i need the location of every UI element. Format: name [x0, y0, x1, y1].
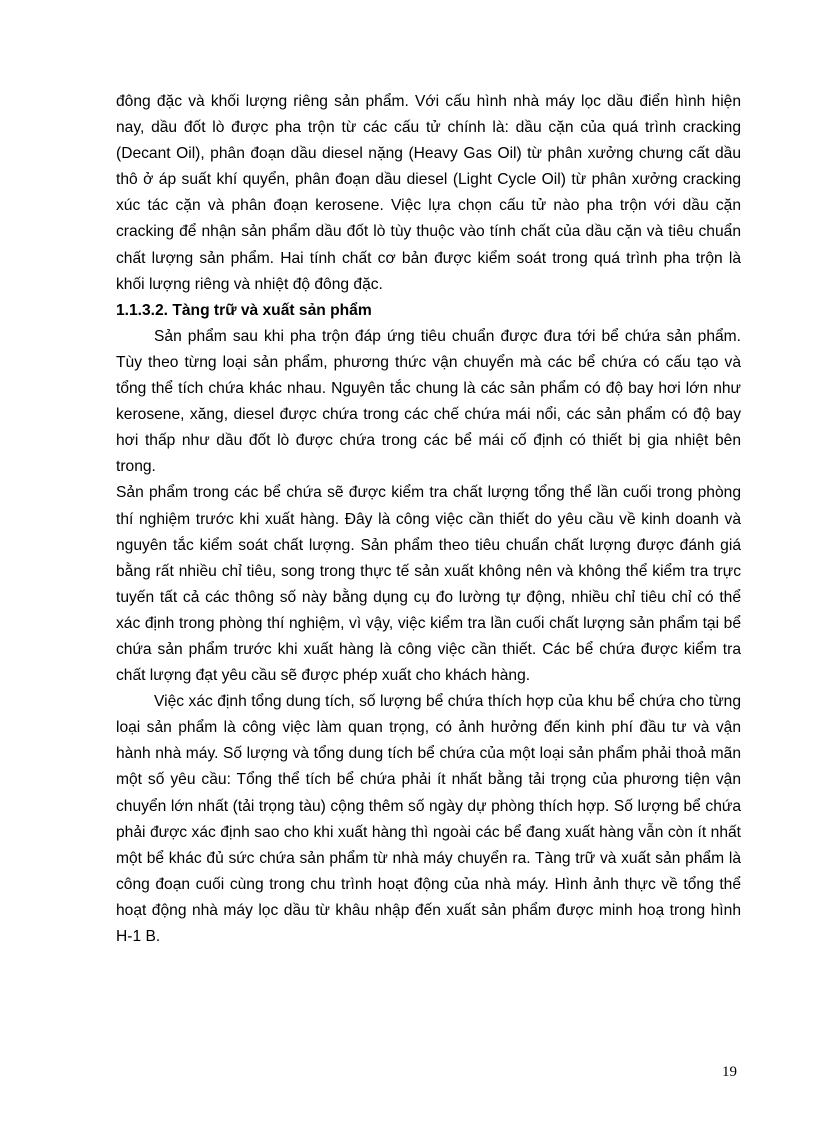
paragraph-3: Sản phẩm trong các bể chứa sẽ được kiểm tra chất lượng tổng thể lần cuối trong phòng thí nghiệm trước khi xuất hàng. Đây là công việc cần thiết do yêu cầu về kinh doanh và nguyên tắc kiểm soát chất lượng. Sản phẩm theo tiêu chuẩn chất lượng được đánh giá bằng rất nhiều chỉ tiêu, song trong thực tế sản xuất không nên và không thể kiểm tra trực tuyến tất cả các thông số này bằng dụng cụ đo lường tự động, nhiều chỉ tiêu chỉ có thể xác định trong phòng thí nghiệm, vì vậy, việc kiểm tra lần cuối chất lượng sản phẩm tại bể chứa sản phẩm trước khi xuất hàng là công việc cần thiết. Các bể chứa được kiểm tra chất lượng đạt yêu cầu sẽ được phép xuất cho khách hàng. — [116, 484, 741, 685]
page-number: 19 — [722, 1064, 737, 1080]
paragraph-1: đông đặc và khối lượng riêng sản phẩm. Với cấu hình nhà máy lọc dầu điển hình hiện nay, dầu đốt lò được pha trộn từ các cấu tử chính là: dầu cặn của quá trình cracking (Decant Oil), phân đoạn dầu diesel nặng (Heavy Gas Oil) từ phân xưởng chưng cất dầu thô ở áp suất khí quyển, phân đoạn dầu diesel (Light Cycle Oil) từ phân xưởng cracking xúc tác cặn và phân đoạn kerosene. Việc lựa chọn cấu tử nào pha trộn với dầu cặn cracking để nhận sản phẩm dầu đốt lò tùy thuộc vào tính chất của dầu cặn và tiêu chuẩn chất lượng sản phẩm. Hai tính chất cơ bản được kiểm soát trong quá trình pha trộn là khối lượng riêng và nhiệt độ đông đặc. — [116, 93, 741, 293]
paragraph-2: Sản phẩm sau khi pha trộn đáp ứng tiêu chuẩn được đưa tới bể chứa sản phẩm. Tùy theo từng loại sản phẩm, phương thức vận chuyển mà các bể chứa có cấu tạo và tổng thể tích chứa khác nhau. Nguyên tắc chung là các sản phẩm có độ bay hơi lớn như kerosene, xăng, diesel được chứa trong các chế chứa mái nổi, các sản phẩm có độ bay hơi thấp như dầu đốt lò được chứa trong các bể mái cố định có thiết bị gia nhiệt bên trong. — [116, 327, 741, 476]
section-heading: 1.1.3.2. Tàng trữ và xuất sản phẩm — [116, 301, 372, 319]
page-body — [116, 89, 741, 950]
paragraph-4: Việc xác định tổng dung tích, số lượng bể chứa thích hợp của khu bể chứa cho từng loại sản phẩm là công việc làm quan trọng, có ảnh hưởng đến kinh phí đầu tư và vận hành nhà máy. Số lượng và tổng dung tích bể chứa của một loại sản phẩm phải thoả mãn một số yêu cầu: Tổng thể tích bể chứa phải ít nhất bằng tải trọng của phương tiện vận chuyển lớn nhất (tải trọng tàu) cộng thêm số ngày dự phòng thích hợp. Số lượng bể chứa phải được xác định sao cho khi xuất hàng thì ngoài các bể đang xuất hàng vẫn còn ít nhất một bể khác đủ sức chứa sản phẩm từ nhà máy chuyển ra. Tàng trữ và xuất sản phẩm là công đoạn cuối cùng trong chu trình hoạt động của nhà máy. Hình ảnh thực về tổng thể hoạt động nhà máy lọc dầu từ khâu nhập đến xuất sản phẩm được minh hoạ trong hình H-1 B. — [116, 693, 741, 945]
